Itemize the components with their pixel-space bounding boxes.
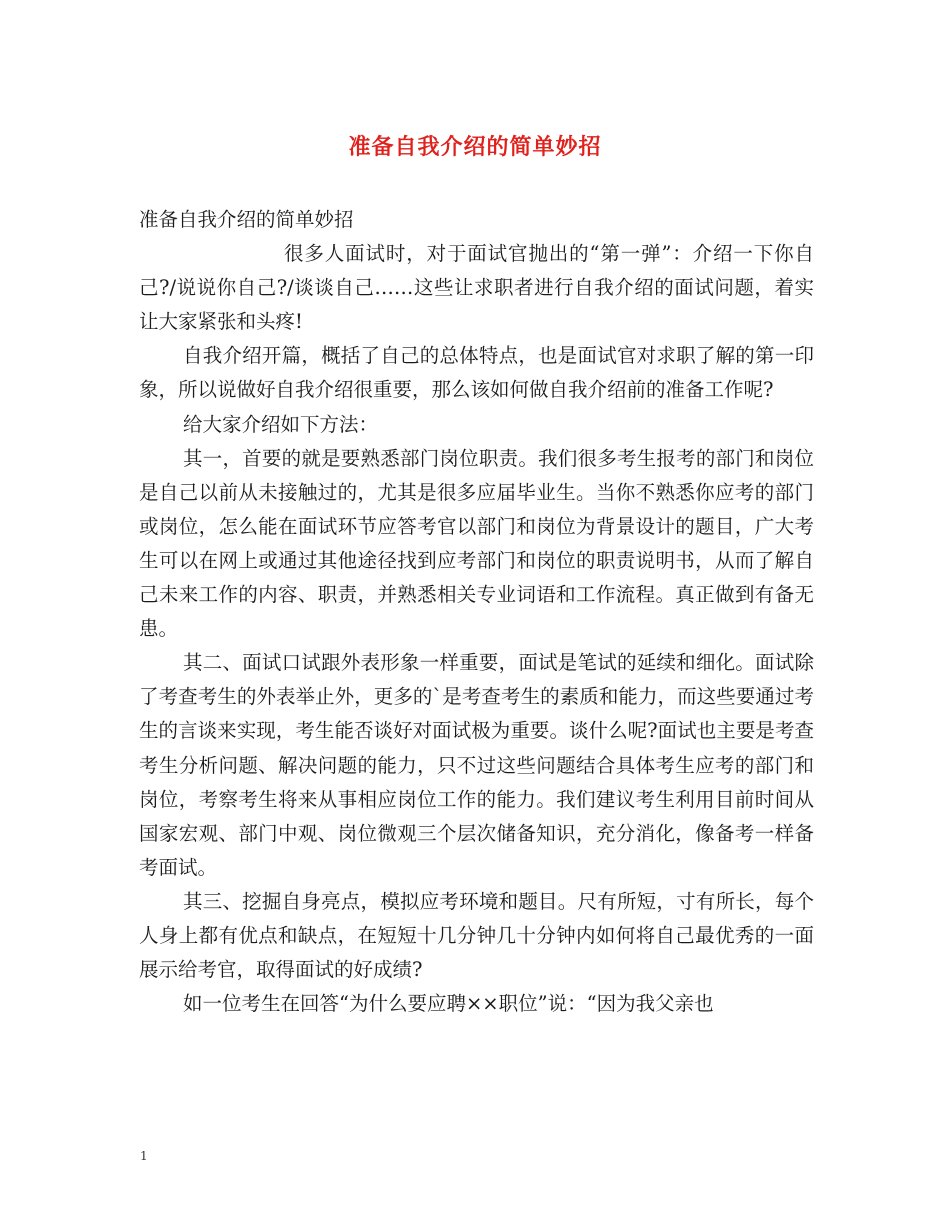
document-subtitle: 准备自我介绍的简单妙招 [139,208,354,231]
paragraph-method-two: 其二、面试口试跟外表形象一样重要，面试是笔试的延续和细化。面试除了考查考生的外表举止外，更多的`是考查考生的素质和能力，而这些要通过考生的言谈来实现，考生能否谈好对面试极为重要。谈什么呢?面试也主要是考查考生分析问题、解决问题的能力，只不过这些问题结合具体考生应考的部门和岗位，考察考生将来从事相应岗位工作的能力。我们建议考生利用目前时间从国家宏观、部门中观、岗位微观三个层次储备知识，充分消化，像备考一样备考面试。 [139,651,814,879]
paragraph-method-three: 其三、挖掘自身亮点，模拟应考环境和题目。尺有所短，寸有所长，每个人身上都有优点和缺点，在短短十几分钟几十分钟内如何将自己最优秀的一面展示给考官，取得面试的好成绩? [139,889,814,982]
page-number: 1 [140,1149,148,1163]
paragraph-methods-lead: 给大家介绍如下方法： [183,412,379,436]
paragraph-overview: 自我介绍开篇，概括了自己的总体特点，也是面试官对求职了解的第一印象，所以说做好自我介绍很重要，那么该如何做自我介绍前的准备工作呢? [139,344,814,402]
paragraph-method-one: 其一，首要的就是要熟悉部门岗位职责。我们很多考生报考的部门和岗位是自己以前从未接触过的，尤其是很多应届毕业生。当你不熟悉你应考的部门或岗位，怎么能在面试环节应答考官以部门和岗位为背景设计的题目，广大考生可以在网上或通过其他途径找到应考部门和岗位的职责说明书，从而了解自己未来工作的内容、职责，并熟悉相关专业词语和工作流程。真正做到有备无患。 [139,446,814,641]
paragraph-example: 如一位考生在回答“为什么要应聘××职位”说：“因为我父亲也 [183,992,714,1016]
document-title: 准备自我介绍的简单妙招 [348,134,602,160]
paragraph-intro: 很多人面试时，对于面试官抛出的“第一弹”：介绍一下你自己?/说说你自己?/谈谈自己……这些让求职者进行自我介绍的面试问题，着实让大家紧张和头疼! [139,242,814,334]
document-body [139,203,814,1021]
